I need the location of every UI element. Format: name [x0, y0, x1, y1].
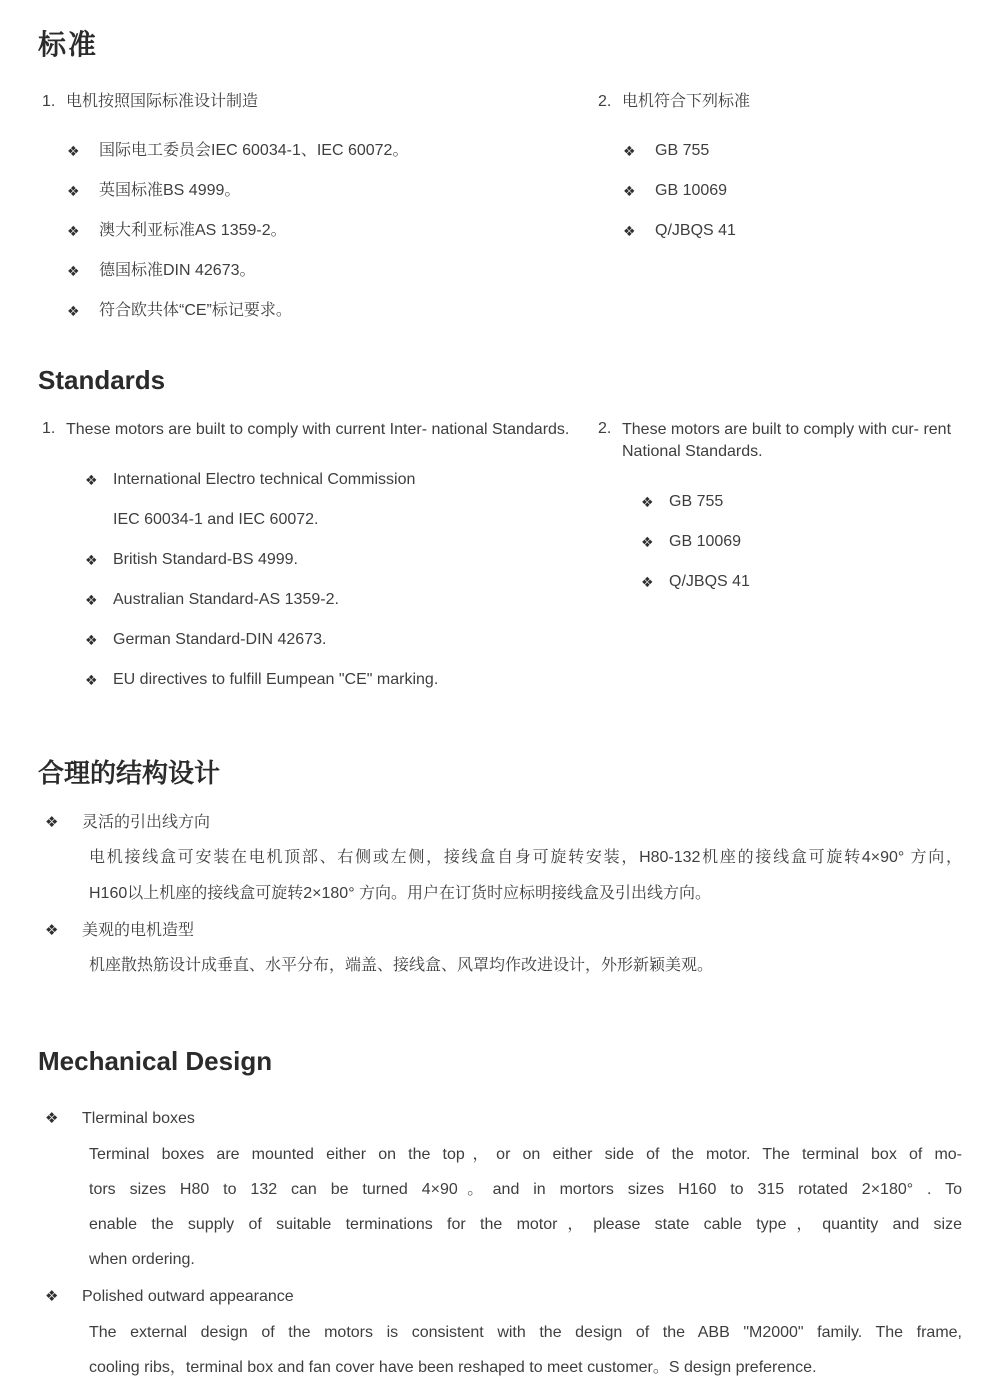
design-item-heading — [45, 1286, 962, 1308]
list-item — [42, 291, 598, 331]
diamond-bullet-icon: ❖ — [67, 303, 80, 319]
bullet-list — [598, 131, 962, 251]
numbered-item — [42, 92, 598, 112]
numbered-item — [42, 419, 598, 441]
design-item-paragraph — [89, 1321, 962, 1391]
list-item — [598, 562, 962, 602]
bullet-list — [42, 460, 598, 700]
item-text — [66, 419, 598, 441]
diamond-bullet-icon: ❖ — [45, 1110, 59, 1127]
list-item-text: Q/JBQS 41 — [655, 222, 736, 239]
paragraph-line: The external design of the motors is consistent with the design of the ABB "M2000" family. The frame, — [89, 1324, 962, 1341]
diamond-bullet-icon: ❖ — [85, 552, 98, 568]
diamond-bullet-icon: ❖ — [641, 534, 654, 550]
list-item-text: GB 755 — [655, 142, 710, 159]
list-item-text: GB 10069 — [655, 182, 728, 199]
item-text-line: rent National Standards. — [622, 421, 952, 460]
list-item — [42, 460, 598, 500]
list-item-text: IEC 60034-1 and IEC 60072. — [113, 511, 319, 528]
design-item-title: Polished outward appearance — [82, 1288, 294, 1305]
standards-en-item2 — [598, 419, 962, 700]
diamond-bullet-icon: ❖ — [641, 494, 654, 510]
list-item-text: 澳大利亚标准AS 1359-2。 — [99, 222, 287, 239]
design-item-title: Tlerminal boxes — [82, 1110, 195, 1127]
numbered-item — [598, 419, 962, 463]
section-standards-en — [38, 365, 962, 700]
list-item-text: GB 10069 — [669, 533, 742, 550]
list-item-text: 英国标准BS 4999。 — [99, 182, 241, 199]
list-item-text: German Standard-DIN 42673. — [113, 631, 327, 648]
list-item-text: 符合欧共体“CE”标记要求。 — [99, 302, 292, 319]
item-text-line: national Standards. — [431, 421, 570, 438]
section-standards-cn — [38, 28, 962, 331]
bullet-list — [598, 482, 962, 602]
item-text-line: These motors are built to comply with current Inter- — [66, 421, 428, 438]
design-item-heading — [45, 920, 962, 942]
diamond-bullet-icon: ❖ — [623, 183, 636, 199]
item-number: 2. — [598, 93, 612, 110]
list-item — [598, 522, 962, 562]
section-design-en — [38, 1046, 962, 1391]
item-text: 电机按照国际标准设计制造 — [66, 93, 259, 110]
item-number: 2. — [598, 420, 612, 437]
list-item — [42, 171, 598, 211]
diamond-bullet-icon: ❖ — [85, 632, 98, 648]
diamond-bullet-icon: ❖ — [641, 574, 654, 590]
bullet-spacer — [85, 500, 113, 540]
diamond-bullet-icon: ❖ — [85, 592, 98, 608]
standards-cn-columns — [38, 92, 962, 331]
paragraph-line: cooling ribs，terminal box and fan cover have been reshaped to meet customer。S design preference. — [89, 1359, 817, 1376]
design-item-paragraph — [89, 846, 962, 918]
item-number: 1. — [42, 420, 56, 437]
design-item-heading — [45, 812, 962, 834]
list-item — [598, 171, 962, 211]
section-design-cn — [38, 758, 962, 990]
item-number: 1. — [42, 93, 56, 110]
list-item — [598, 482, 962, 522]
design-item — [38, 1286, 962, 1391]
diamond-bullet-icon: ❖ — [45, 814, 59, 831]
diamond-bullet-icon: ❖ — [623, 223, 636, 239]
list-item — [42, 580, 598, 620]
list-item — [42, 131, 598, 171]
paragraph-line: when ordering. — [89, 1251, 195, 1268]
list-item-text: GB 755 — [669, 493, 724, 510]
heading-design-en: Mechanical Design — [38, 1046, 273, 1076]
design-item-paragraph — [89, 954, 962, 990]
list-item — [42, 620, 598, 660]
heading-standards-en: Standards — [38, 365, 166, 395]
bullet-list — [42, 131, 598, 331]
diamond-bullet-icon: ❖ — [85, 472, 98, 488]
diamond-bullet-icon: ❖ — [67, 223, 80, 239]
design-item-title: 灵活的引出线方向 — [82, 814, 211, 831]
paragraph-line: Terminal boxes are mounted either on the top，or on either side of the motor. The terminal box of mo- — [89, 1146, 962, 1163]
paragraph-line: enable the supply of suitable terminations for the motor，please state cable type，quantity and size — [89, 1216, 963, 1233]
list-item — [598, 131, 962, 171]
diamond-bullet-icon: ❖ — [45, 922, 59, 939]
standards-cn-item2 — [598, 92, 962, 331]
diamond-bullet-icon: ❖ — [67, 143, 80, 159]
standards-en-item1 — [38, 419, 598, 700]
item-text-line: These motors are built to comply with cur- — [622, 421, 919, 438]
list-item-text: International Electro technical Commission — [113, 471, 416, 488]
diamond-bullet-icon: ❖ — [85, 672, 98, 688]
design-item — [38, 812, 962, 918]
paragraph-line: tors sizes H80 to 132 can be turned 4×90。and in mortors sizes H160 to 315 rotated 2×180° . To — [89, 1181, 962, 1198]
item-text — [622, 419, 962, 463]
list-item — [42, 660, 598, 700]
heading-design-cn: 合理的结构设计 — [38, 758, 221, 788]
heading-standards-cn: 标准 — [38, 29, 99, 60]
diamond-bullet-icon: ❖ — [67, 183, 80, 199]
list-item-text: 德国标准DIN 42673。 — [99, 262, 256, 279]
design-item-paragraph — [89, 1143, 962, 1283]
item-text: 电机符合下列标准 — [622, 93, 751, 110]
diamond-bullet-icon: ❖ — [45, 1288, 59, 1305]
list-item — [42, 211, 598, 251]
numbered-item — [598, 92, 962, 112]
list-item-text: British Standard-BS 4999. — [113, 551, 298, 568]
list-item-text: Australian Standard-AS 1359-2. — [113, 591, 339, 608]
design-item — [38, 920, 962, 990]
design-item-title: 美观的电机造型 — [82, 922, 195, 939]
design-item-heading — [45, 1108, 962, 1130]
standards-cn-item1 — [38, 92, 598, 331]
list-item-text: EU directives to fulfill Eumpean "CE" marking. — [113, 671, 439, 688]
list-item-continuation — [42, 500, 598, 540]
list-item-text: Q/JBQS 41 — [669, 573, 750, 590]
list-item — [42, 251, 598, 291]
standards-en-columns — [38, 419, 962, 700]
diamond-bullet-icon: ❖ — [623, 143, 636, 159]
design-item — [38, 1108, 962, 1283]
paragraph-line: 电机接线盒可安装在电机顶部、右侧或左侧，接线盒自身可旋转安装，H80-132机座的接线盒可旋转4×90° 方向， — [89, 849, 962, 866]
list-item — [598, 211, 962, 251]
diamond-bullet-icon: ❖ — [67, 263, 80, 279]
paragraph-line: H160以上机座的接线盒可旋转2×180° 方向。用户在订货时应标明接线盒及引出线方向。 — [89, 885, 712, 902]
paragraph-line: 机座散热筋设计成垂直、水平分布，端盖、接线盒、风罩均作改进设计，外形新颖美观。 — [89, 957, 714, 974]
list-item — [42, 540, 598, 580]
list-item-text: 国际电工委员会IEC 60034-1、IEC 60072。 — [99, 142, 409, 159]
